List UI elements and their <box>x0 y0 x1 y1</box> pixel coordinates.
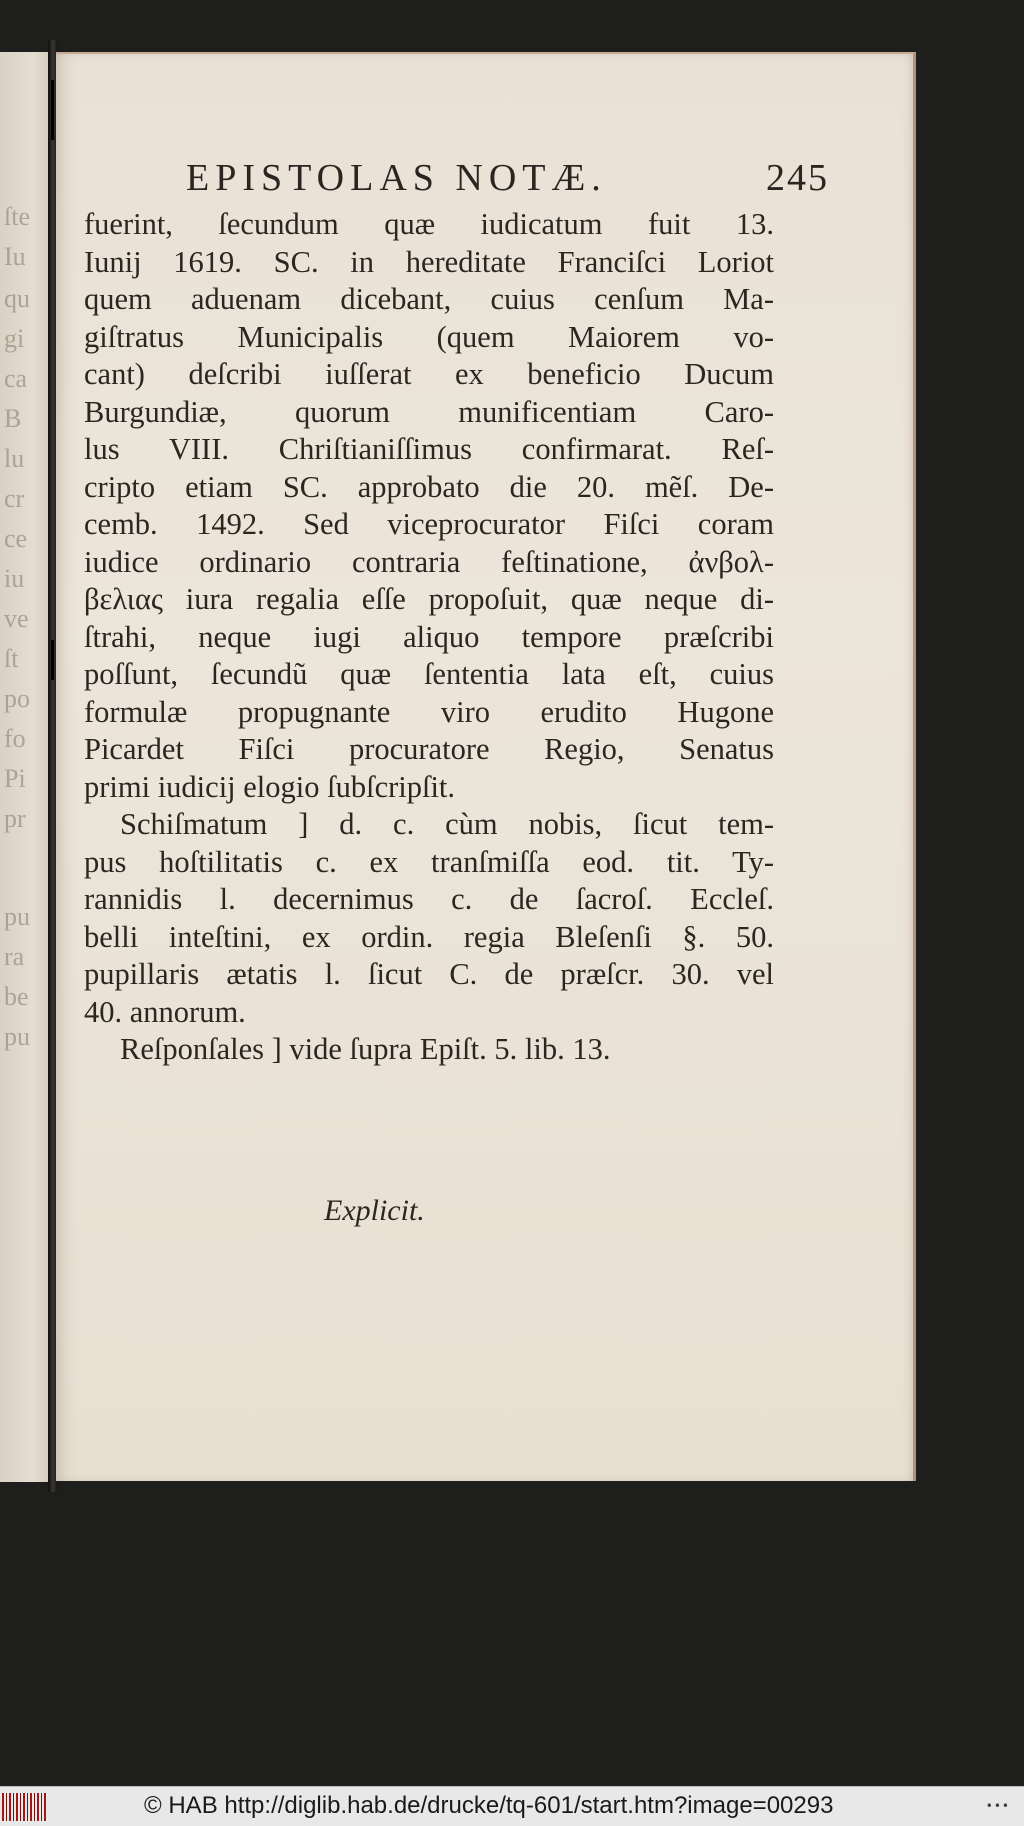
text-line: cripto etiam SC. approbato die 20. mẽſ. De- <box>84 469 774 504</box>
bleed-through-text: Iu <box>4 242 26 271</box>
footer-bar <box>0 1786 1024 1826</box>
text-line: rannidis l. decernimus c. de ſacroſ. Eccleſ. <box>84 882 774 916</box>
page-header <box>186 156 829 206</box>
bleed-through-text: lu <box>4 444 25 473</box>
text-line: giſtratus Municipalis (quem Maiorem vo- <box>84 319 774 354</box>
bleed-through-text: ce <box>4 524 28 553</box>
bleed-through-text: be <box>4 982 29 1011</box>
bleed-through-text: ſt <box>4 644 19 673</box>
text-line: cant) deſcribi iuſſerat ex beneficio Ducum <box>84 357 774 391</box>
book-page <box>56 52 916 1481</box>
bleed-through-text: B <box>4 404 22 433</box>
text-line: lus VIII. Chriſtianiſſimus confirmarat. Reſ- <box>84 432 774 466</box>
bleed-through-text: po <box>4 684 30 713</box>
text-line: Reſponſales ] vide ſupra Epiſt. 5. lib. 13. <box>120 1032 611 1066</box>
bleed-through-text: pu <box>4 1022 30 1051</box>
binding-thread <box>51 80 54 140</box>
text-line: Burgundiæ, quorum munificentiam Caro- <box>84 394 774 429</box>
text-line: Picardet Fiſci procuratore Regio, Senatus <box>84 732 774 766</box>
text-line: Schiſmatum ] d. c. cùm nobis, ſicut tem- <box>120 807 774 841</box>
bleed-through-text: iu <box>4 564 25 593</box>
bleed-through-text: ſte <box>4 202 30 231</box>
bleed-through-text: ca <box>4 364 28 393</box>
text-line: primi iudicij elogio ſubſcripſit. <box>84 769 456 804</box>
text-line: iudice ordinario contraria feſtinatione, ἀνβολ- <box>84 544 774 579</box>
text-line: cemb. 1492. Sed viceprocurator Fiſci coram <box>84 507 774 541</box>
text-line: pupillaris ætatis l. ſicut C. de præſcr. 30. vel <box>84 957 774 991</box>
running-title: EPISTOLAS NOTÆ. <box>186 157 607 199</box>
text-line: quem aduenam dicebant, cuius cenſum Ma- <box>84 282 774 316</box>
bleed-through-text: gi <box>4 324 25 353</box>
bleed-through-text: fo <box>4 724 26 753</box>
text-line: βελιας iura regalia eſſe propoſuit, quæ neque di- <box>84 582 774 616</box>
bleed-through-text: ra <box>4 942 25 971</box>
page-number: 245 <box>766 157 829 199</box>
bleed-through-text: cr <box>4 484 25 513</box>
bleed-through-text: pr <box>4 804 26 833</box>
bleed-through-text: pu <box>4 902 30 931</box>
bleed-through-text: ve <box>4 604 29 633</box>
text-line: pus hoſtilitatis c. ex tranſmiſſa eod. tit. Ty- <box>84 844 774 879</box>
facing-page-edge <box>0 52 55 1482</box>
text-line: formulæ propugnante viro erudito Hugone <box>84 694 774 729</box>
bleed-through-text: qu <box>4 284 30 313</box>
binding-thread <box>51 640 54 680</box>
text-line: ſtrahi, neque iugi aliquo tempore præſcribi <box>84 619 774 654</box>
text-line: poſſunt, ſecundũ quæ ſententia lata eſt, cuius <box>84 657 774 691</box>
text-line: fuerint, ſecundum quæ iudicatum fuit 13. <box>84 207 774 241</box>
bleed-through-text: Pi <box>4 764 26 793</box>
closing-word: Explicit. <box>324 1194 425 1227</box>
copyright-link[interactable]: © HAB http://diglib.hab.de/drucke/tq-601/start.htm?image=00293 <box>144 1792 834 1819</box>
hab-logo-icon <box>2 1793 46 1821</box>
text-line: 40. annorum. <box>84 994 246 1029</box>
body-text <box>84 206 774 1069</box>
text-line: Iunij 1619. SC. in hereditate Franciſci Loriot <box>84 244 774 279</box>
more-icon[interactable]: ••• <box>985 1799 1010 1813</box>
text-line: belli inteſtini, ex ordin. regia Bleſenſi §. 50. <box>84 919 774 954</box>
